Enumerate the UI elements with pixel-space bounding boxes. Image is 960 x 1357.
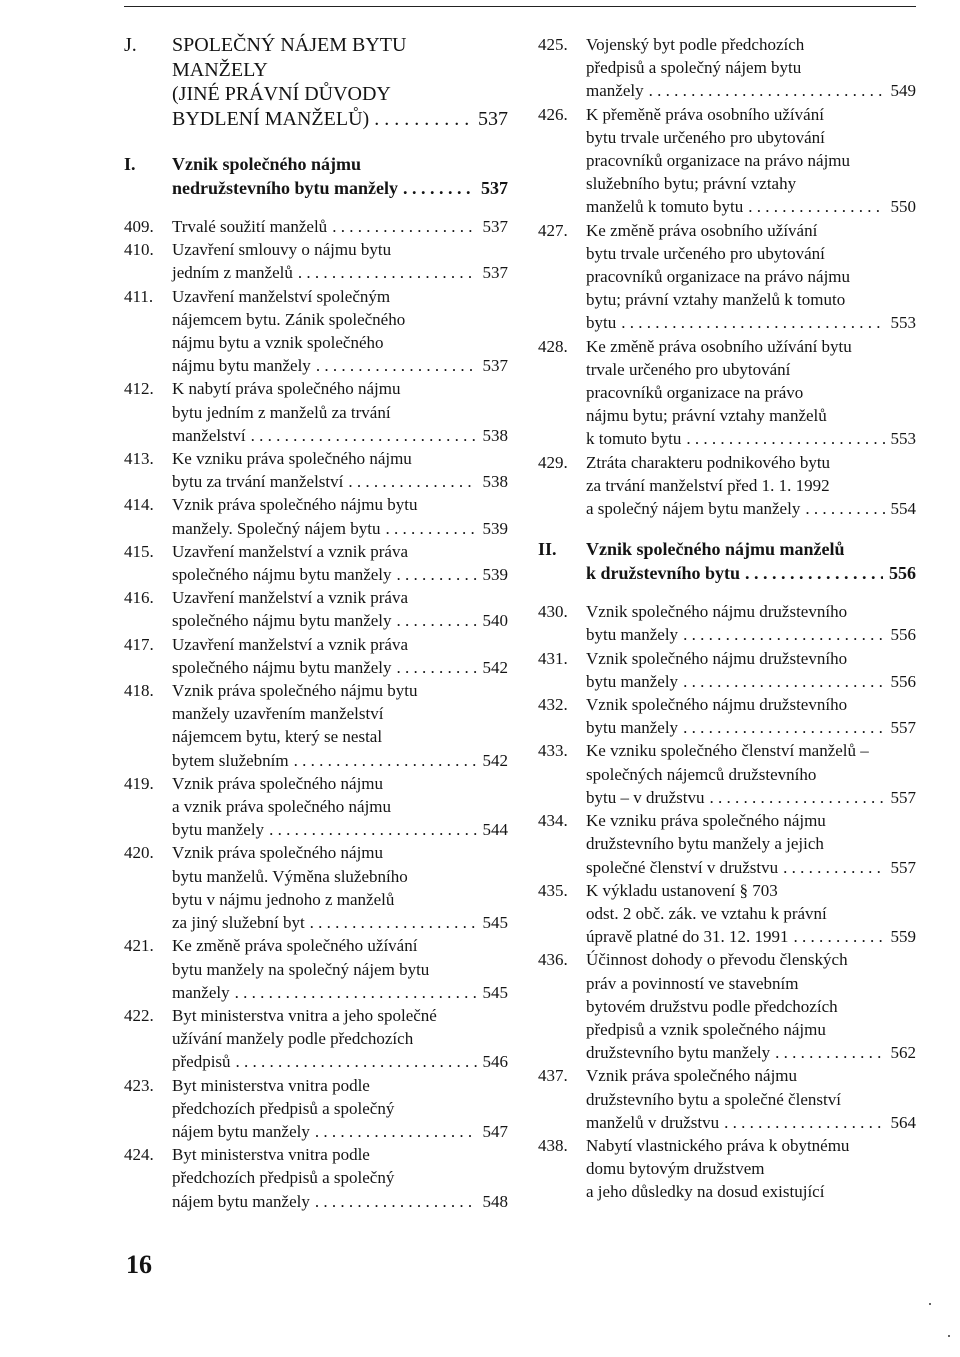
entry-number: 426. (538, 104, 568, 124)
toc-entry (124, 238, 508, 284)
scan-speck (929, 1303, 931, 1305)
page-reference: 545 (482, 982, 508, 1002)
page-reference: 546 (482, 1052, 508, 1072)
toc-entry (124, 1004, 508, 1074)
toc-entry (538, 335, 916, 451)
entry-title-line: bytu za trvání manželství (172, 472, 344, 492)
toc-entry (124, 633, 508, 679)
entry-title-line: odst. 2 obč. zák. ve vztahu k právní (586, 903, 827, 923)
entry-number: 414. (124, 495, 154, 515)
page-reference: 564 (890, 1112, 916, 1132)
toc-entry (538, 103, 916, 219)
entry-title-line: Uzavření manželství a vznik práva (172, 588, 409, 608)
page-reference: 556 (890, 625, 916, 645)
entry-title-line: manžely uzavřením manželství (172, 704, 384, 724)
dot-leader (748, 195, 884, 218)
toc-entry (124, 679, 508, 772)
dot-leader (783, 856, 884, 879)
toc-entry (124, 772, 508, 842)
dot-leader (269, 818, 476, 841)
entry-title-line: úpravě platné do 31. 12. 1991 (586, 927, 789, 947)
dot-leader (294, 749, 477, 772)
entry-number: 424. (124, 1145, 154, 1165)
entry-title-line: trvale určeného pro ubytování (586, 359, 791, 379)
entry-number: 412. (124, 379, 154, 399)
toc-entry (124, 285, 508, 378)
entry-number: 431. (538, 648, 568, 668)
entry-title-line: Ke změně práva osobního užívání bytu (586, 336, 852, 356)
entry-title-line: (JINÉ PRÁVNÍ DŮVODY (172, 83, 391, 105)
toc-entry (538, 693, 916, 739)
entry-title-line: nájemcem bytu, který se nestal (172, 727, 383, 747)
toc-entry (538, 948, 916, 1064)
page-reference: 557 (890, 787, 916, 807)
entry-title-line: nájem bytu manžely (172, 1191, 310, 1211)
page-reference: 548 (482, 1191, 508, 1211)
entry-number: 433. (538, 741, 568, 761)
entry-title-line: Uzavření manželství a vznik práva (172, 541, 409, 561)
entry-title-line: Ke vzniku práva společného nájmu (172, 449, 412, 469)
entry-title-line: bytu manžely (586, 671, 679, 691)
entry-title-line: společného nájmu bytu manžely (172, 657, 392, 677)
toc-entry (124, 586, 508, 632)
entry-title-line: společného nájmu bytu manžely (172, 565, 392, 585)
entry-title-line: služebního bytu; právní vztahy (586, 174, 797, 194)
toc-entry (538, 219, 916, 335)
entry-title-line: bytu; právní vztahy manželů k tomuto (586, 290, 846, 310)
entry-title-line: bytem služebním (172, 750, 289, 770)
dot-leader (686, 427, 884, 450)
section-heading-ii (538, 537, 916, 585)
entry-title-line: nájmu bytu a vznik společného (172, 333, 384, 353)
entry-title-line: Vznik práva společného nájmu (172, 773, 384, 793)
entry-title-line: pracovníků organizace na právo nájmu (586, 151, 851, 171)
entry-title-line: MANŽELY (172, 58, 268, 81)
entry-number: 415. (124, 541, 154, 561)
page-reference: 549 (890, 81, 916, 101)
page-reference: 544 (482, 820, 508, 840)
dot-leader (724, 1111, 884, 1134)
dot-leader (805, 497, 884, 520)
entry-title-line: Vznik práva společného nájmu bytu (172, 495, 418, 515)
dot-leader (397, 609, 477, 632)
entry-number: 430. (538, 602, 568, 622)
entry-title-line: Byt ministerstva vnitra podle (172, 1145, 370, 1165)
toc-entry (538, 33, 916, 103)
entry-number: 428. (538, 336, 568, 356)
entry-title-line: pracovníků organizace na právo (586, 383, 804, 403)
entry-number: 423. (124, 1075, 154, 1095)
page-reference: 556 (889, 563, 916, 584)
entry-title-line: Vznik práva společného nájmu (586, 1066, 798, 1086)
page-reference: 554 (890, 499, 916, 519)
entry-title-line: manžely (586, 81, 644, 101)
entry-title-line: nájmu bytu; právní vztahy manželů (586, 406, 827, 426)
page-reference: 537 (478, 107, 508, 130)
entry-number: 419. (124, 773, 154, 793)
page-reference: 537 (482, 217, 508, 236)
toc-right-column (538, 33, 916, 1204)
entry-title-line: za jiný služební byt (172, 913, 305, 933)
page-reference: 537 (482, 263, 508, 283)
page-reference: 538 (482, 425, 508, 445)
section-heading-i (124, 152, 508, 200)
dot-leader (332, 215, 476, 238)
entry-number: 436. (538, 950, 568, 970)
top-rule (124, 6, 916, 7)
entry-number: 418. (124, 681, 154, 701)
page-reference: 539 (482, 518, 508, 538)
entry-title-line: bytu manžely na společný nájem bytu (172, 959, 430, 979)
dot-leader (683, 716, 884, 739)
dot-leader (316, 354, 477, 377)
entry-title-line: bytu manželů. Výměna služebního (172, 866, 408, 886)
page-reference: 545 (482, 913, 508, 933)
page-reference: 547 (482, 1121, 508, 1141)
toc-entry (538, 1064, 916, 1134)
entry-number: 417. (124, 634, 154, 654)
entry-title-line: K výkladu ustanovení § 703 (586, 880, 778, 900)
toc-entry (538, 1134, 916, 1204)
entry-number: 411. (124, 286, 154, 306)
entry-title-line: předpisů (172, 1052, 231, 1072)
entry-title-line: bytu manžely (172, 820, 265, 840)
entry-title-line: společného nájmu bytu manžely (172, 611, 392, 631)
entry-title-line: Vojenský byt podle předchozích (586, 35, 805, 54)
toc-entry (124, 447, 508, 493)
entry-title-line: Ke změně práva společného užívání (172, 936, 418, 956)
dot-leader (386, 517, 477, 540)
entry-title-line: nájmu bytu manžely (172, 356, 311, 376)
entry-title-line: domu bytovým družstvem (586, 1159, 765, 1179)
toc-entry (124, 1074, 508, 1144)
dot-leader (315, 1190, 477, 1213)
entry-number: 421. (124, 936, 154, 956)
entry-title-line: bytu trvale určeného pro ubytování (586, 127, 825, 147)
entry-title-line: BYDLENÍ MANŽELŮ) (172, 107, 370, 130)
toc-entry (538, 451, 916, 521)
entry-title-line: pracovníků organizace na právo nájmu (586, 267, 851, 287)
dot-leader (235, 981, 477, 1004)
entry-title-line: bytu v nájmu jednoho z manželů (172, 889, 395, 909)
entry-number: 427. (538, 220, 568, 240)
entry-title-line: Uzavření smlouvy o nájmu bytu (172, 240, 392, 260)
toc-entry (124, 540, 508, 586)
toc-entry (538, 879, 916, 949)
toc-entry (124, 841, 508, 934)
entry-title-line: předchozích předpisů a společný (172, 1168, 395, 1188)
entry-title-line: Ke vzniku společného členství manželů – (586, 741, 869, 761)
entry-number: I. (124, 154, 136, 174)
entry-title-line: družstevního bytu manžely (586, 1043, 771, 1063)
toc-entry (124, 377, 508, 447)
entry-title-line: Vznik společného nájmu družstevního (586, 602, 848, 622)
dot-leader (348, 470, 476, 493)
dot-leader (310, 911, 477, 934)
toc-entry (124, 215, 508, 238)
dot-leader (403, 176, 475, 200)
entry-title-line: bytu trvale určeného pro ubytování (586, 243, 825, 263)
page-reference: 559 (890, 927, 916, 947)
toc-entry (538, 600, 916, 646)
entry-title-line: užívání manžely podle předchozích (172, 1029, 414, 1049)
entry-number: 438. (538, 1135, 568, 1155)
entry-number: 432. (538, 695, 568, 715)
entry-title-line: Vznik společného nájmu družstevního (586, 648, 848, 668)
entry-title-line: práv a povinností ve stavebním (586, 973, 799, 993)
dot-leader (397, 563, 477, 586)
entry-title-line: bytu (586, 313, 617, 333)
entry-title-line: manžely. Společný nájem bytu (172, 518, 381, 538)
entry-title-line: manželů k tomuto bytu (586, 197, 744, 217)
entry-title-line: Uzavření manželství a vznik práva (172, 634, 409, 654)
toc-entry (124, 934, 508, 1004)
dot-leader (683, 623, 884, 646)
dot-leader (745, 561, 883, 585)
entry-title-line: Vznik společného nájmu manželů (586, 539, 845, 560)
entry-title-line: společných nájemců družstevního (586, 764, 817, 784)
entry-title-line: Nabytí vlastnického práva k obytnému (586, 1135, 850, 1155)
entry-title-line: společné členství v družstvu (586, 857, 779, 877)
entry-title-line: Ke vzniku práva společného nájmu (586, 811, 826, 831)
entry-title-line: Uzavření manželství společným (172, 286, 391, 306)
toc-entry (124, 1143, 508, 1213)
toc-entry (538, 739, 916, 809)
dot-leader (649, 79, 885, 102)
entry-title-line: bytovém družstvu podle předchozích (586, 996, 838, 1016)
page-reference: 550 (890, 197, 916, 217)
page-reference: 556 (890, 671, 916, 691)
entry-title-line: a společný nájem bytu manžely (586, 499, 801, 519)
entry-title-line: Účinnost dohody o převodu členských (586, 950, 848, 970)
dot-leader (794, 925, 885, 948)
entry-title-line: předpisů a společný nájem bytu (586, 58, 802, 78)
page-reference: 553 (890, 313, 916, 333)
entry-title-line: Vznik společného nájmu družstevního (586, 695, 848, 715)
entry-title-line: manžely (172, 982, 230, 1002)
entry-number: 425. (538, 35, 568, 54)
dot-leader (775, 1041, 884, 1064)
entry-number: 422. (124, 1005, 154, 1025)
toc-entry (538, 647, 916, 693)
dot-leader (236, 1050, 477, 1073)
entry-title-line: Byt ministerstva vnitra podle (172, 1075, 370, 1095)
entry-title-line: nájemcem bytu. Zánik společného (172, 309, 406, 329)
entry-title-line: nedružstevního bytu manžely (172, 178, 399, 198)
entry-title-line: bytu manžely (586, 625, 679, 645)
toc-entry (538, 809, 916, 879)
entry-title-line: Ztráta charakteru podnikového bytu (586, 452, 831, 472)
toc-entry (124, 493, 508, 539)
entry-number: 413. (124, 449, 154, 469)
dot-leader (397, 656, 477, 679)
entry-title-line: Vznik práva společného nájmu bytu (172, 681, 418, 701)
entry-title-line: Ke změně práva osobního užívání (586, 220, 818, 240)
entry-title-line: bytu jedním z manželů za trvání (172, 402, 391, 422)
page-number: 16 (126, 1250, 152, 1279)
page-reference: 557 (890, 857, 916, 877)
entry-title-line: za trvání manželství před 1. 1. 1992 (586, 475, 830, 495)
scan-speck (948, 1335, 950, 1337)
entry-title-line: K nabytí práva společného nájmu (172, 379, 401, 399)
entry-number: 435. (538, 880, 568, 900)
entry-title-line: Byt ministerstva vnitra a jeho společné (172, 1005, 437, 1025)
entry-title-line: jedním z manželů (172, 263, 293, 283)
entry-title-line: bytu – v družstvu (586, 787, 705, 807)
entry-title-line: družstevního bytu manžely a jejich (586, 834, 824, 854)
page-reference: 553 (890, 429, 916, 449)
page-reference: 542 (482, 657, 508, 677)
entry-title-line: Trvalé soužití manželů (172, 217, 328, 236)
dot-leader (315, 1120, 477, 1143)
entry-title-line: K přeměně práva osobního užívání (586, 104, 824, 124)
entry-title-line: k tomuto bytu (586, 429, 682, 449)
page-reference: 537 (482, 356, 508, 376)
entry-title-line: a vznik práva společného nájmu (172, 797, 392, 817)
dot-leader (251, 424, 477, 447)
page-reference: 542 (482, 750, 508, 770)
entry-number: 434. (538, 811, 568, 831)
entry-title-line: k družstevního bytu (586, 563, 741, 584)
entry-title-line: SPOLEČNÝ NÁJEM BYTU (172, 34, 407, 56)
dot-leader (710, 786, 885, 809)
entry-title-line: bytu manžely (586, 718, 679, 738)
toc-left-column (124, 33, 508, 1213)
entry-title-line: Vznik společného nájmu (172, 154, 362, 174)
entry-number: II. (538, 539, 557, 560)
dot-leader (374, 107, 472, 132)
page-reference: 537 (481, 178, 508, 198)
entry-number: 420. (124, 843, 154, 863)
entry-title-line: předchozích předpisů a společný (172, 1098, 395, 1118)
entry-number: J. (124, 34, 137, 56)
entry-title-line: a jeho důsledky na dosud existující (586, 1182, 825, 1202)
entry-title-line: družstevního bytu a společné členství (586, 1089, 841, 1109)
entry-title-line: nájem bytu manžely (172, 1121, 310, 1141)
entry-number: 409. (124, 217, 154, 236)
dot-leader (621, 311, 884, 334)
page-reference: 540 (482, 611, 508, 631)
entry-number: 437. (538, 1066, 568, 1086)
dot-leader (298, 261, 477, 284)
entry-title-line: manželů v družstvu (586, 1112, 720, 1132)
entry-number: 410. (124, 240, 154, 260)
page-reference: 557 (890, 718, 916, 738)
page-reference: 539 (482, 565, 508, 585)
entry-title-line: předpisů a vznik společného nájmu (586, 1019, 826, 1039)
entry-title-line: manželství (172, 425, 246, 445)
page-reference: 562 (890, 1043, 916, 1063)
entry-number: 429. (538, 452, 568, 472)
section-heading-j (124, 33, 508, 131)
page-reference: 538 (482, 472, 508, 492)
dot-leader (683, 670, 884, 693)
entry-title-line: Vznik práva společného nájmu (172, 843, 384, 863)
entry-number: 416. (124, 588, 154, 608)
